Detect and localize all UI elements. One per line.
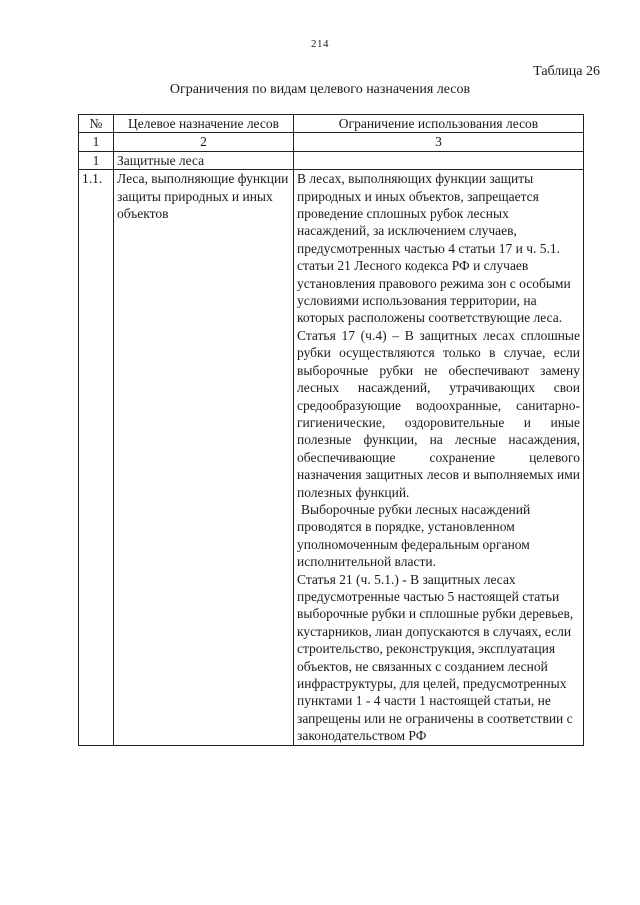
header-row: [79, 115, 584, 133]
restriction-paragraph-2: Статья 17 (ч.4) – В защитных лесах сплошные рубки осуществляются только в случае, если выборочные рубки не обеспечивают замену лесных насаждений, утрачивающих свои средообразующие водоохранные, санитарно-гигиенические, оздоровительные и иные полезные функции, на лесные насаждения, обеспечивающие сохранение целевого назначения защитных лесов и выполняемых ими полезных функций.: [297, 327, 580, 500]
section-label: Защитные леса: [114, 151, 294, 169]
restrictions-table: [78, 114, 584, 746]
column-number-row: [79, 133, 584, 151]
section-row: [79, 151, 584, 169]
restriction-paragraph-1: В лесах, выполняющих функции защиты природных и иных объектов, запрещается проведение сплошных рубок лесных насаждений, за исключением случаев, предусмотренных частью 4 статьи 17 и ч. 5.1. статьи 21 Лесного кодекса РФ и случаев установления правового режима зон с особыми условиями использования территории, на которых расположены соответствующие леса.: [297, 171, 571, 326]
page-number: 214: [311, 38, 329, 50]
table-label: Таблица 26: [533, 64, 600, 79]
section-empty-cell: [294, 151, 584, 169]
table-title: Ограничения по видам целевого назначения лесов: [169, 82, 471, 97]
table-row: [79, 170, 584, 745]
restriction-paragraph-4: Статья 21 (ч. 5.1.) - В защитных лесах предусмотренные частью 5 настоящей статьи выборочные рубки и сплошные рубки деревьев, кустарников, лиан допускаются в случаях, если строительство, реконструкция, эксплуатация объектов, не связанных с созданием лесной инфраструктуры, для целей, предусмотренных пунктами 1 - 4 части 1 настоящей статьи, не запрещены или не ограничены в соответствии с законодательством РФ: [297, 571, 574, 744]
column-number-2: 2: [114, 133, 294, 151]
row-purpose: Леса, выполняющие функции защиты природных и иных объектов: [114, 170, 294, 745]
restriction-paragraph-3: Выборочные рубки лесных насаждений проводятся в порядке, установленном уполномоченным федеральным органом исполнительной власти.: [297, 501, 531, 570]
column-number-1: 1: [79, 133, 114, 151]
header-restriction: Ограничение использования лесов: [294, 115, 584, 133]
section-number: 1: [79, 151, 114, 169]
row-restriction: [294, 170, 584, 745]
column-number-3: 3: [294, 133, 584, 151]
row-number: 1.1.: [79, 170, 114, 745]
header-number: №: [79, 115, 114, 133]
header-purpose: Целевое назначение лесов: [114, 115, 294, 133]
